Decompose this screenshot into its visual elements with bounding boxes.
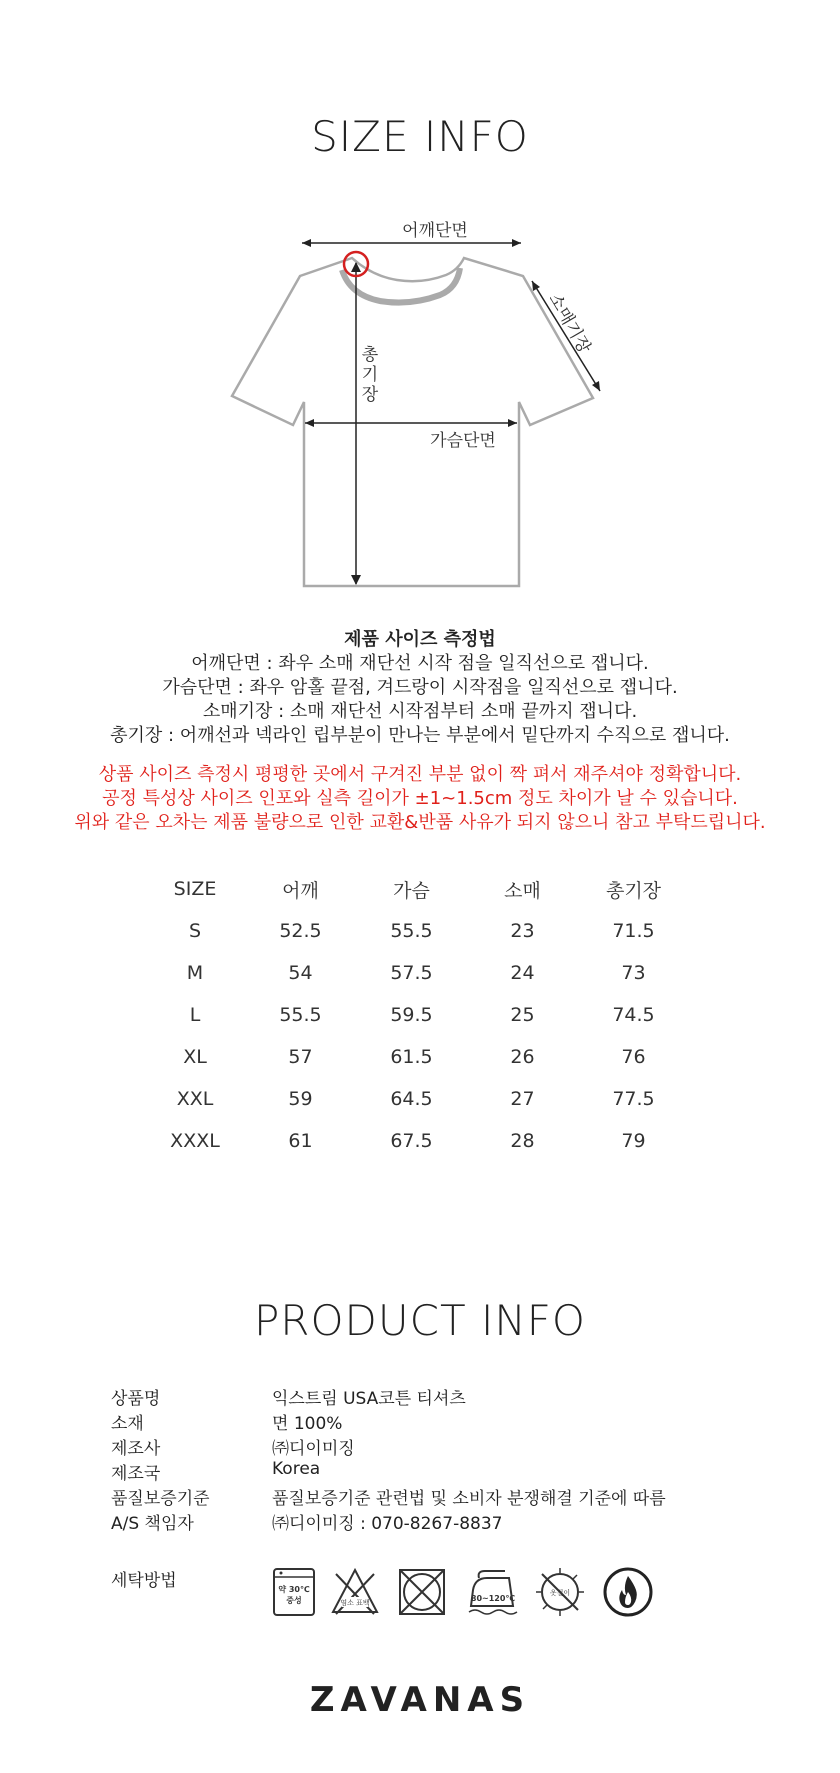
cell-total: 77.5 bbox=[612, 1088, 655, 1110]
as-contact-label: A/S 책임자 bbox=[111, 1514, 194, 1534]
cell-chest: 59.5 bbox=[390, 1004, 433, 1026]
measure-method bbox=[0, 628, 840, 748]
manufacturer-label: 제조사 bbox=[111, 1439, 161, 1459]
warning-line: 상품 사이즈 측정시 평평한 곳에서 구겨진 부분 없이 짝 펴서 재주셔야 정확합니다. bbox=[98, 764, 742, 785]
table-row bbox=[145, 910, 689, 952]
warranty-label: 품질보증기준 bbox=[111, 1489, 210, 1509]
shoulder-label: 어깨단면 bbox=[402, 221, 468, 241]
table-row bbox=[145, 1120, 689, 1162]
cell-size: S bbox=[188, 920, 202, 942]
size-table-header bbox=[145, 868, 689, 910]
table-row bbox=[145, 952, 689, 994]
cell-sleeve: 28 bbox=[510, 1130, 535, 1152]
cell-chest: 64.5 bbox=[390, 1088, 433, 1110]
warning-line: 위와 같은 오차는 제품 불량으로 인한 교환&반품 사유가 되지 않으니 참고 부탁드립니다. bbox=[74, 812, 766, 833]
cell-shoulder: 59 bbox=[288, 1088, 313, 1110]
total-label-3: 장 bbox=[361, 385, 379, 405]
cell-chest: 61.5 bbox=[390, 1046, 433, 1068]
iron-80-120-icon bbox=[465, 1566, 521, 1618]
cell-sleeve: 24 bbox=[510, 962, 535, 984]
cell-size: XL bbox=[183, 1046, 207, 1068]
tshirt-measurement-diagram bbox=[0, 0, 840, 620]
material-value: 면 100% bbox=[272, 1414, 343, 1434]
cell-total: 71.5 bbox=[612, 920, 655, 942]
as-contact-value: ㈜디이미징 : 070-8267-8837 bbox=[272, 1514, 503, 1534]
table-row bbox=[145, 1078, 689, 1120]
warranty-value: 품질보증기준 관련법 및 소비자 분쟁해결 기준에 따름 bbox=[272, 1489, 666, 1509]
product-name-label: 상품명 bbox=[111, 1389, 161, 1409]
tshirt-outline bbox=[232, 258, 593, 586]
cell-shoulder: 55.5 bbox=[279, 1004, 322, 1026]
flammable-icon bbox=[601, 1566, 655, 1618]
total-label-2: 기 bbox=[361, 365, 379, 385]
svg-text:중성: 중성 bbox=[286, 1596, 302, 1605]
cell-chest: 57.5 bbox=[390, 962, 433, 984]
material-label: 소재 bbox=[111, 1414, 144, 1434]
cell-sleeve: 26 bbox=[510, 1046, 535, 1068]
header-chest: 가슴 bbox=[393, 879, 430, 902]
chest-label: 가슴단면 bbox=[430, 431, 496, 451]
cell-chest: 67.5 bbox=[390, 1130, 433, 1152]
header-shoulder: 어깨 bbox=[282, 879, 319, 902]
brand-logo: ZAVANAS bbox=[309, 1680, 531, 1720]
cell-size: XXL bbox=[176, 1088, 214, 1110]
collar bbox=[342, 268, 460, 303]
cell-total: 76 bbox=[621, 1046, 646, 1068]
sleeve-label: 소매기장 bbox=[544, 290, 595, 357]
cell-size: L bbox=[189, 1004, 201, 1026]
method-line: 총기장 : 어깨선과 넥라인 립부분이 만나는 부분에서 밑단까지 수직으로 잽니다. bbox=[110, 725, 730, 746]
cell-shoulder: 54 bbox=[288, 962, 313, 984]
cell-total: 74.5 bbox=[612, 1004, 655, 1026]
cell-shoulder: 61 bbox=[288, 1130, 313, 1152]
country-label: 제조국 bbox=[111, 1464, 161, 1484]
cell-sleeve: 27 bbox=[510, 1088, 535, 1110]
no-chlorine-bleach-icon bbox=[330, 1566, 380, 1618]
svg-text:옷걸이: 옷걸이 bbox=[549, 1589, 571, 1597]
cell-size: XXXL bbox=[170, 1130, 220, 1152]
table-row bbox=[145, 1036, 689, 1078]
product-name-value: 익스트림 USA코튼 티셔츠 bbox=[272, 1389, 466, 1409]
no-tumble-dry-icon bbox=[397, 1566, 447, 1618]
method-line: 가슴단면 : 좌우 암홀 끝점, 겨드랑이 시작점을 일직선으로 잽니다. bbox=[162, 677, 678, 698]
cell-size: M bbox=[186, 962, 204, 984]
header-sleeve: 소매 bbox=[504, 879, 541, 902]
size-info-title: SIZE INFO bbox=[311, 112, 529, 161]
hang-dry-shade-icon bbox=[534, 1566, 586, 1618]
cell-sleeve: 23 bbox=[510, 920, 535, 942]
wash-30-neutral-icon bbox=[272, 1566, 318, 1618]
warning-notice bbox=[0, 763, 840, 835]
cell-total: 73 bbox=[621, 962, 646, 984]
manufacturer-value: ㈜디이미징 bbox=[272, 1439, 355, 1459]
size-table bbox=[145, 868, 689, 1162]
cell-shoulder: 57 bbox=[288, 1046, 313, 1068]
svg-text:염소 표백: 염소 표백 bbox=[340, 1599, 370, 1607]
method-line: 어깨단면 : 좌우 소매 재단선 시작 점을 일직선으로 잽니다. bbox=[191, 653, 649, 674]
cell-shoulder: 52.5 bbox=[279, 920, 322, 942]
svg-text:약 30℃: 약 30℃ bbox=[278, 1585, 310, 1594]
method-line: 소매기장 : 소매 재단선 시작점부터 소매 끝까지 잽니다. bbox=[202, 701, 638, 722]
warning-line: 공정 특성상 사이즈 인포와 실측 길이가 ±1~1.5cm 정도 차이가 날 수 있습니다. bbox=[102, 788, 738, 809]
measure-method-title: 제품 사이즈 측정법 bbox=[344, 629, 496, 650]
header-total: 총기장 bbox=[605, 879, 662, 902]
table-row bbox=[145, 994, 689, 1036]
cell-total: 79 bbox=[621, 1130, 646, 1152]
svg-text:80~120℃: 80~120℃ bbox=[470, 1594, 516, 1603]
care-label: 세탁방법 bbox=[111, 1571, 177, 1591]
header-size: SIZE bbox=[173, 878, 217, 900]
product-info-title: PRODUCT INFO bbox=[253, 1296, 586, 1345]
total-label-1: 총 bbox=[361, 345, 379, 365]
cell-sleeve: 25 bbox=[510, 1004, 535, 1026]
country-value: Korea bbox=[272, 1459, 321, 1479]
cell-chest: 55.5 bbox=[390, 920, 433, 942]
